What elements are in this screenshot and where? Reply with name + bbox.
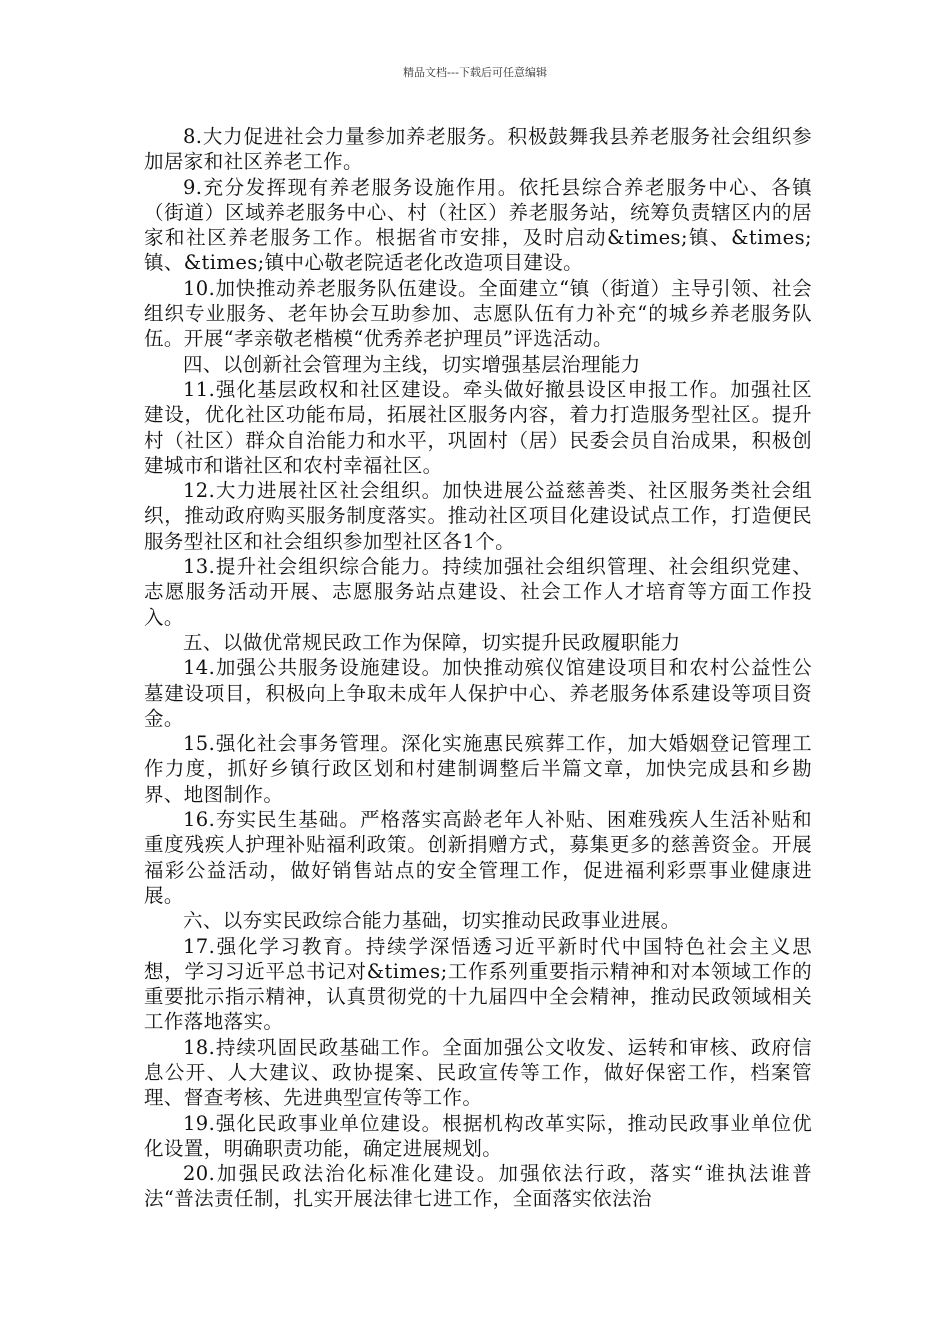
- paragraph-13: 13.提升社会组织综合能力。持续加强社会组织管理、社会组织党建、志愿服务活动开展、志愿服务站点建设、社会工作人才培育等方面工作投入。: [144, 555, 812, 629]
- paragraph-8: 8.大力促进社会力量参加养老服务。积极鼓舞我县养老服务社会组织参加居家和社区养老工作。: [144, 125, 812, 174]
- paragraph-20: 20.加强民政法治化标准化建设。加强依法行政，落实“谁执法谁普法“普法责任制，扎实开展法律七进工作，全面落实依法治: [144, 1162, 812, 1211]
- paragraph-19: 19.强化民政事业单位建设。根据机构改革实际，推动民政事业单位优化设置，明确职责功能，确定进展规划。: [144, 1111, 812, 1160]
- document-body: [144, 124, 812, 1212]
- paragraph-10: 10.加快推动养老服务队伍建设。全面建立“镇（街道）主导引领、社会组织专业服务、老年协会互助参加、志愿队伍有力补充“的城乡养老服务队伍。开展“孝亲敬老楷模“优秀养老护理员”评选活动。: [144, 276, 812, 351]
- paragraph-11: 11.强化基层政权和社区建设。牵头做好撤县设区申报工作。加强社区建设，优化社区功能布局，拓展社区服务内容，着力打造服务型社区。提升村（社区）群众自治能力和水平，巩固村（居）民委会员自治成果，积极创建城市和谐社区和农村幸福社区。: [144, 377, 812, 477]
- section-heading-4: 四、以创新社会管理为主线，切实增强基层治理能力: [183, 352, 641, 376]
- section-heading-6: 六、以夯实民政综合能力基础，切实推动民政事业进展。: [183, 909, 681, 933]
- paragraph-16: 16.夯实民生基础。严格落实高龄老年人补贴、困难残疾人生活补贴和重度残疾人护理补贴福利政策。创新捐赠方式，募集更多的慈善资金。开展福彩公益活动，做好销售站点的安全管理工作，促进福利彩票事业健康进展。: [144, 808, 812, 907]
- page-header: 精品文档---下载后可任意编辑: [403, 66, 547, 79]
- paragraph-15: 15.强化社会事务管理。深化实施惠民殡葬工作，加大婚姻登记管理工作力度，抓好乡镇行政区划和村建制调整后半篇文章，加快完成县和乡勘界、地图制作。: [144, 732, 812, 806]
- paragraph-18: 18.持续巩固民政基础工作。全面加强公文收发、运转和审核、政府信息公开、人大建议、政协提案、民政宣传等工作，做好保密工作，档案管理、督查考核、先进典型宣传等工作。: [144, 1035, 812, 1110]
- paragraph-17: 17.强化学习教育。持续学深悟透习近平新时代中国特色社会主义思想，学习习近平总书记对&times;工作系列重要指示精神和对本领域工作的重要批示指示精神，认真贯彻党的十九届四中全会精神，推动民政领域相关工作落地落实。: [144, 934, 812, 1034]
- paragraph-9: 9.充分发挥现有养老服务设施作用。依托县综合养老服务中心、各镇（街道）区域养老服务中心、村（社区）养老服务站，统筹负责辖区内的居家和社区养老服务工作。根据省市安排，及时启动&times;镇、&times;镇、&times;镇中心敬老院适老化改造项目建设。: [144, 175, 812, 275]
- section-heading-5: 五、以做优常规民政工作为保障，切实提升民政履职能力: [183, 630, 681, 654]
- paragraph-14: 14.加强公共服务设施建设。加快推动殡仪馆建设项目和农村公益性公墓建设项目，积极向上争取未成年人保护中心、养老服务体系建设等项目资金。: [144, 656, 812, 730]
- paragraph-12: 12.大力进展社区社会组织。加快进展公益慈善类、社区服务类社会组织，推动政府购买服务制度落实。推动社区项目化建设试点工作，打造便民服务型社区和社会组织参加型社区各1个。: [144, 479, 812, 553]
